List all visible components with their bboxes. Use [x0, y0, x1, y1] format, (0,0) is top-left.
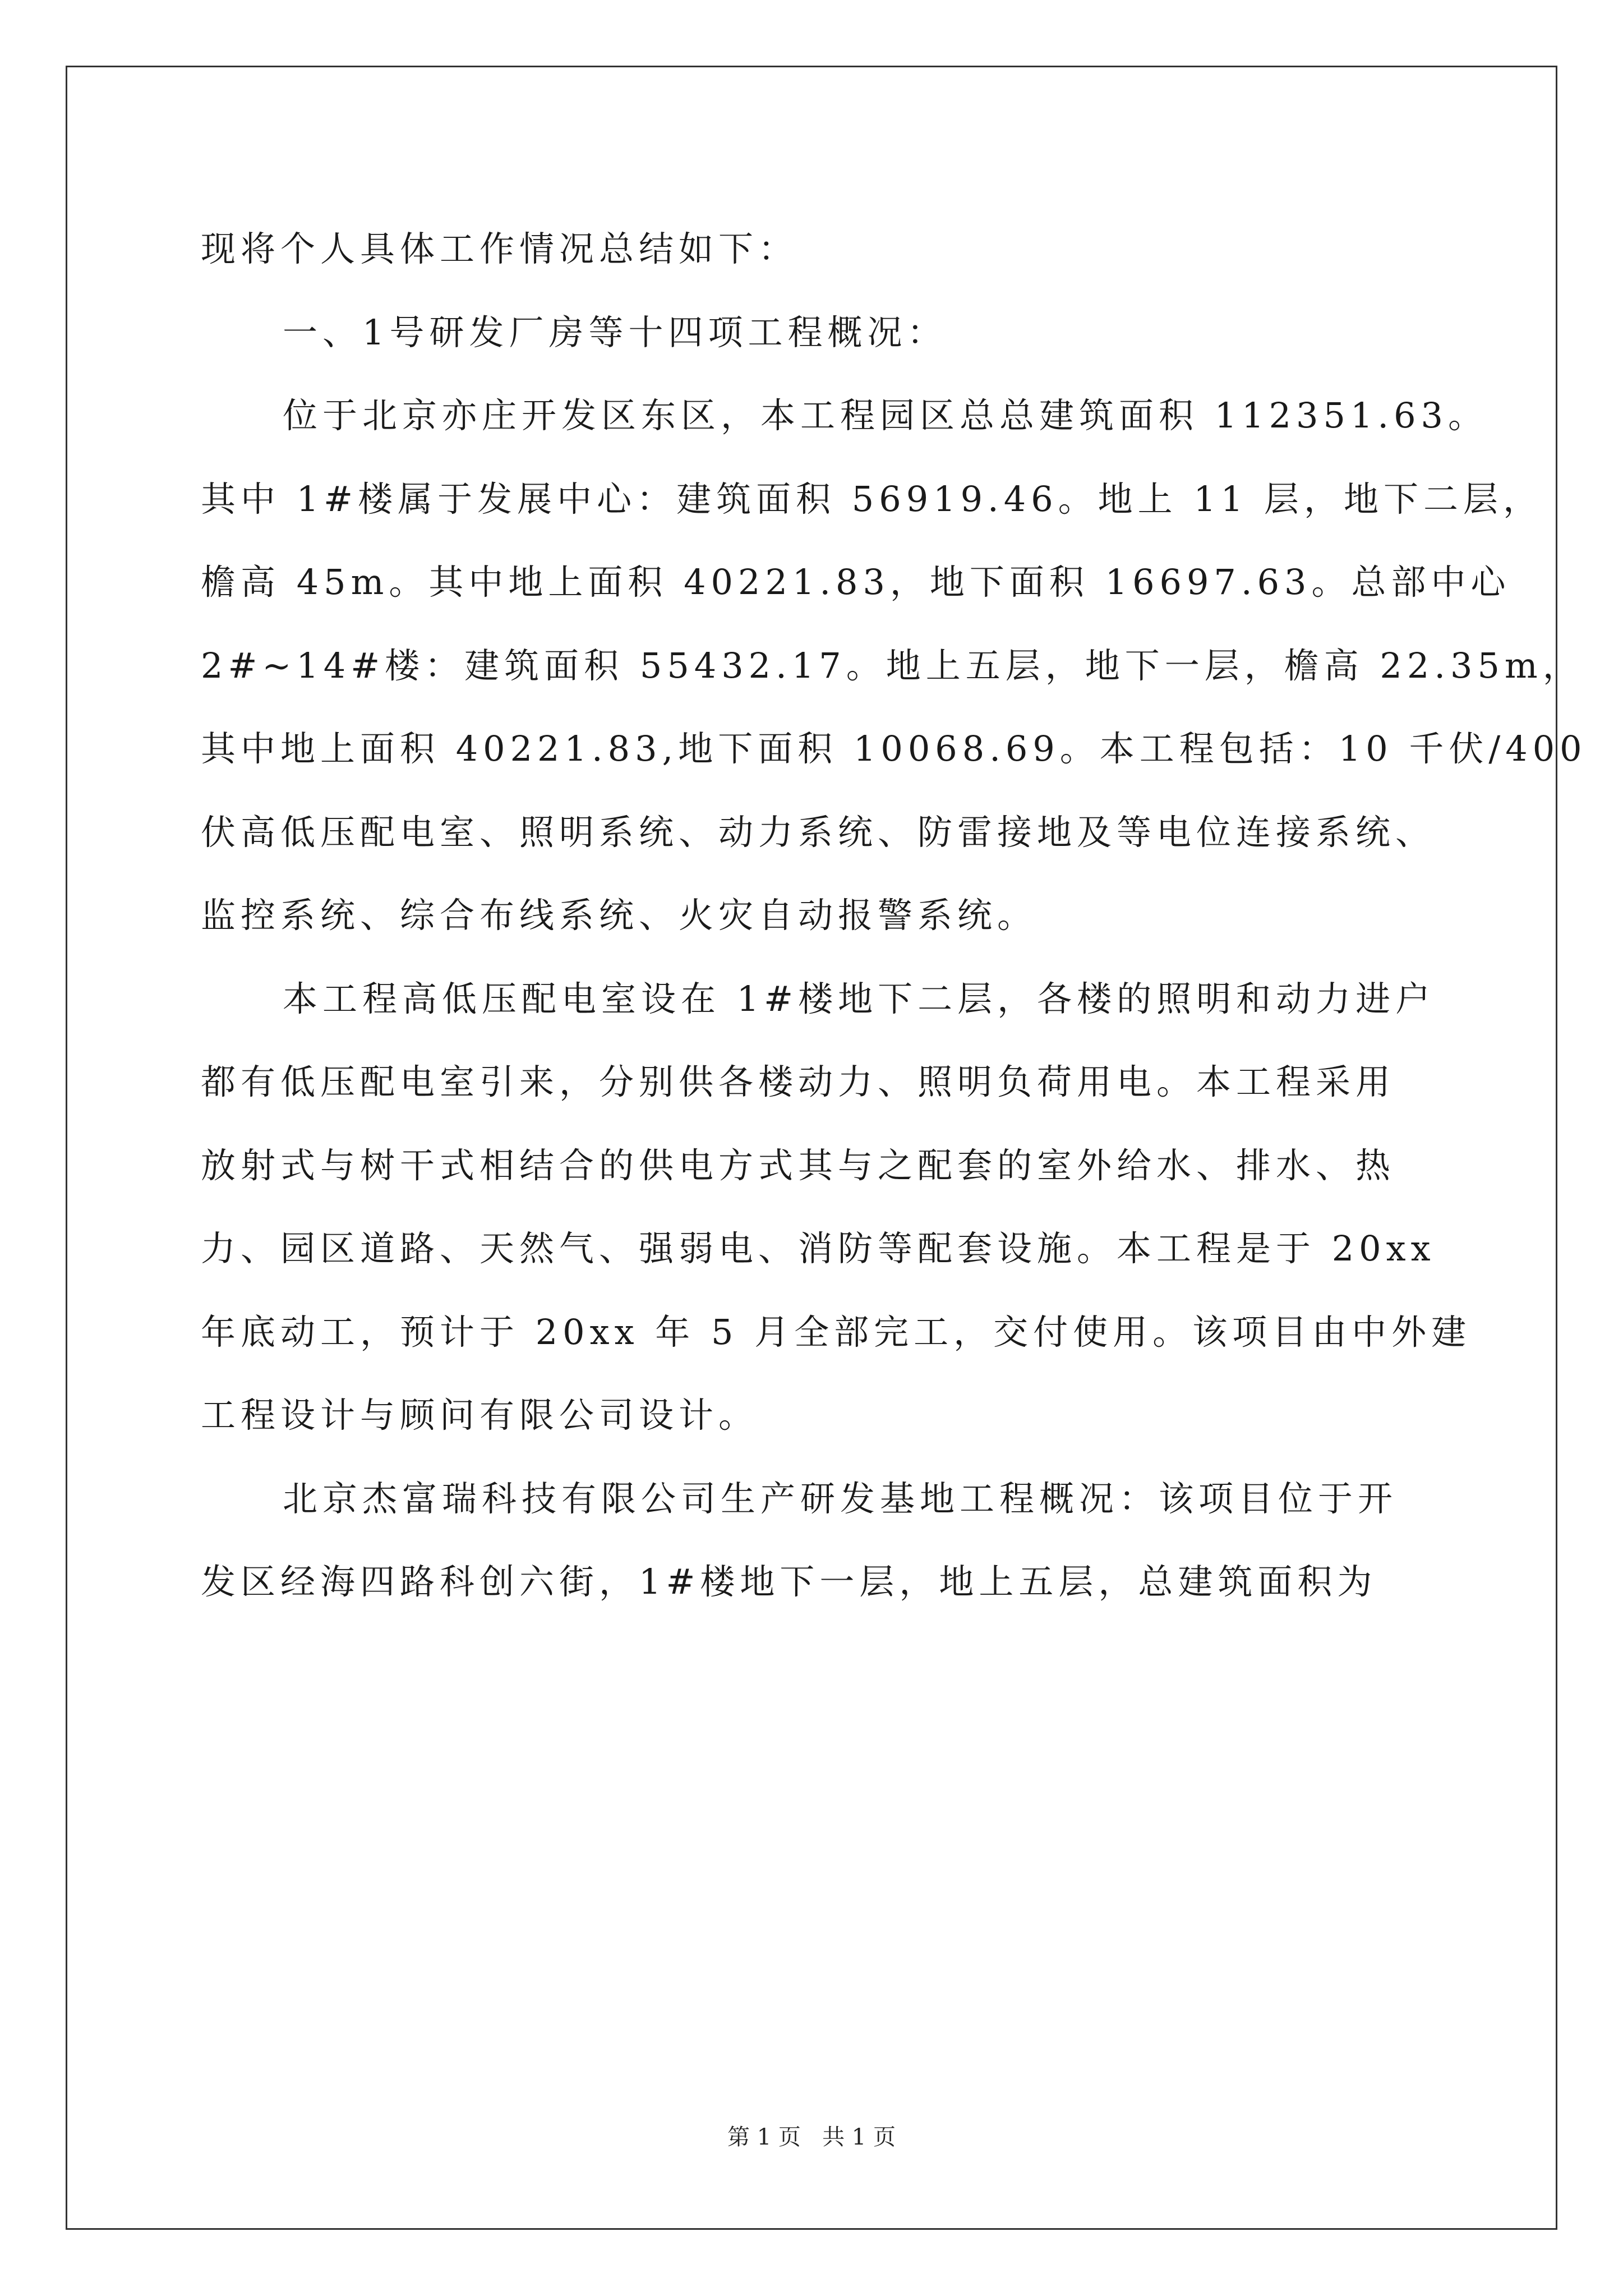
- text-line: 年底动工，预计于 20xx 年 5 月全部完工，交付使用。该项目由中外建: [201, 1311, 1472, 1352]
- document-body: [201, 208, 1587, 1624]
- text-line: 力、园区道路、天然气、强弱电、消防等配套设施。本工程是于 20xx: [201, 1228, 1436, 1269]
- text-line: 放射式与树干式相结合的供电方式其与之配套的室外给水、排水、热: [201, 1144, 1396, 1186]
- text-line: 檐高 45m。其中地上面积 40221.83，地下面积 16697.63。总部中心: [201, 562, 1511, 602]
- text-line: 北京杰富瑞科技有限公司生产研发基地工程概况：该项目位于开: [283, 1478, 1398, 1519]
- text-line: 位于北京亦庄开发区东区，本工程园区总总建筑面积 112351.63。: [283, 395, 1488, 436]
- text-line: 伏高低压配电室、照明系统、动力系统、防雷接地及等电位连接系统、: [201, 811, 1436, 853]
- page-number-footer: 第 1 页 共 1 页: [727, 2124, 896, 2150]
- text-line: 一、1号研发厂房等十四项工程概况：: [283, 311, 947, 353]
- text-line: 其中 1#楼属于发展中心：建筑面积 56919.46。地上 11 层，地下二层，: [201, 478, 1543, 519]
- text-line: 都有低压配电室引来，分别供各楼动力、照明负荷用电。本工程采用: [201, 1061, 1396, 1102]
- text-line: 其中地上面积 40221.83,地下面积 10068.69。本工程包括：10 千伏/400: [201, 728, 1587, 769]
- text-line: 现将个人具体工作情况总结如下：: [201, 228, 799, 269]
- text-line: 工程设计与顾问有限公司设计。: [201, 1395, 759, 1435]
- text-line: 2#~14#楼：建筑面积 55432.17。地上五层，地下一层，檐高 22.35m，: [201, 645, 1583, 686]
- text-line: 监控系统、综合布线系统、火灾自动报警系统。: [201, 895, 1038, 936]
- text-line: 发区经海四路科创六街，1#楼地下一层，地上五层，总建筑面积为: [201, 1561, 1377, 1602]
- text-line: 本工程高低压配电室设在 1#楼地下二层，各楼的照明和动力进户: [283, 978, 1436, 1019]
